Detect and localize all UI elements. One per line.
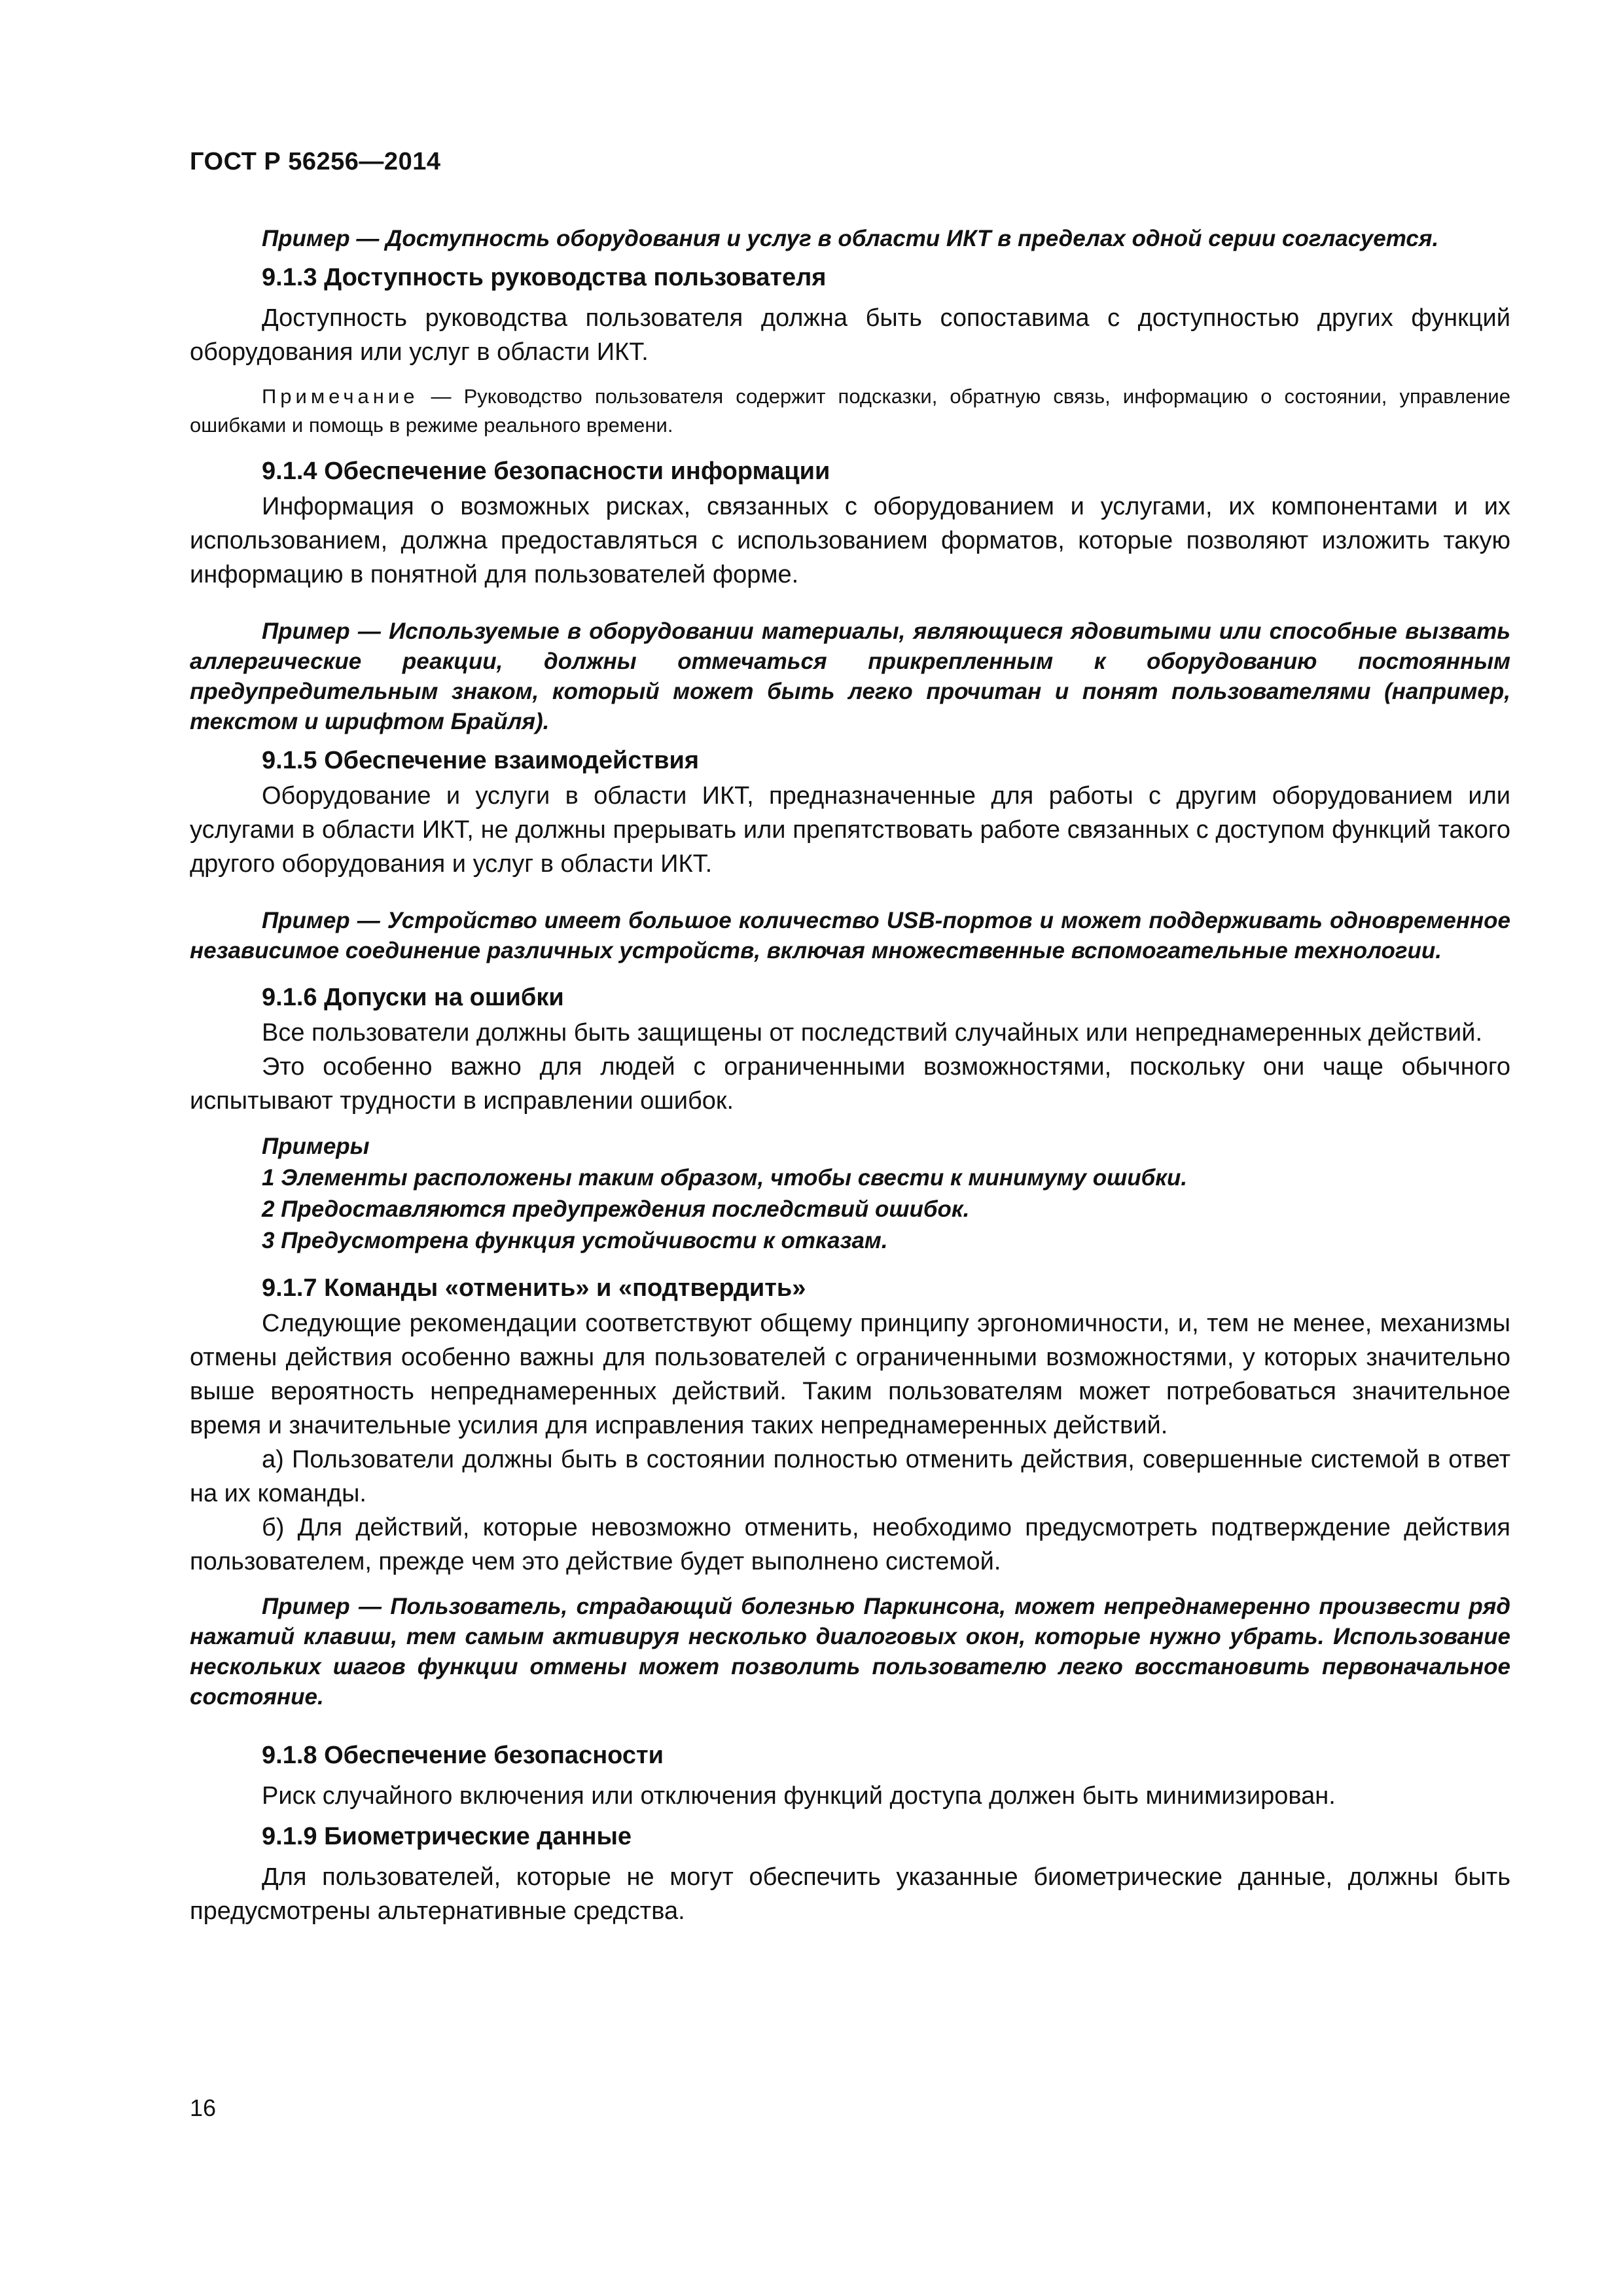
list-item: 2 Предоставляются предупреждения последствий ошибок. (262, 1196, 970, 1222)
heading-9-1-3: 9.1.3 Доступность руководства пользователя (262, 264, 827, 291)
example-9-1-7: Пример — Пользователь, страдающий болезнью Паркинсона, может непреднамеренно произвести ряд нажатий клавиш, тем самым активируя несколько диалоговых окон, которые нужно убрать. Использование нескольких шагов функции отмены может позволить пользователю легко восстановить первоначальное состояние. (190, 1594, 1510, 1710)
document-body (190, 224, 1510, 1928)
example-9-1-5: Пример — Устройство имеет большое количество USB-портов и может поддерживать одновременное независимое соединение различных устройств, включая множественные вспомогательные технологии. (190, 908, 1510, 963)
document-code: ГОСТ Р 56256—2014 (190, 148, 441, 175)
list-item: 1 Элементы расположены таким образом, чтобы свести к минимуму ошибки. (262, 1165, 1188, 1191)
paragraph-9-1-3: Доступность руководства пользователя должна быть сопоставима с доступностью других функций оборудования или услуг в области ИКТ. (190, 304, 1510, 366)
list-item: 3 Предусмотрена функция устойчивости к отказам. (262, 1228, 888, 1253)
note-text: — Руководство пользователя содержит подсказки, обратную связь, информацию о состоянии, управление ошибками и помощь в режиме реального времени. (190, 385, 1510, 437)
heading-9-1-4: 9.1.4 Обеспечение безопасности информации (262, 457, 830, 485)
page-number: 16 (190, 2094, 217, 2121)
heading-9-1-6: 9.1.6 Допуски на ошибки (262, 984, 564, 1011)
paragraph-9-1-8: Риск случайного включения или отключения функций доступа должен быть минимизирован. (262, 1782, 1336, 1810)
heading-9-1-7: 9.1.7 Команды «отменить» и «подтвердить» (262, 1274, 806, 1302)
paragraph-9-1-7: Следующие рекомендации соответствуют общему принципу эргономичности, и, тем не менее, механизмы отмены действия особенно важны для пользователей с ограниченными возможностями, у которых значительно выше вероятность непреднамеренных действий. Таким пользователям может потребоваться значительное время и значительные усилия для исправления таких непреднамеренных действий. (190, 1310, 1510, 1439)
example-9-1-2: Пример — Доступность оборудования и услуг в области ИКТ в пределах одной серии согласуется. (262, 226, 1439, 251)
heading-9-1-8: 9.1.8 Обеспечение безопасности (262, 1742, 664, 1769)
heading-9-1-9: 9.1.9 Биометрические данные (262, 1823, 632, 1850)
paragraph-9-1-6-a: Все пользователи должны быть защищены от последствий случайных или непреднамеренных действий. (262, 1019, 1483, 1047)
examples-label: Примеры (262, 1134, 370, 1159)
heading-9-1-5: 9.1.5 Обеспечение взаимодействия (262, 747, 700, 774)
list-item-a: а) Пользователи должны быть в состоянии полностью отменить действия, совершенные системой в ответ на их команды. (190, 1446, 1510, 1507)
note-9-1-3 (190, 382, 1510, 440)
note-label: Примечание (262, 385, 419, 408)
example-9-1-4: Пример — Используемые в оборудовании материалы, являющиеся ядовитыми или способные вызвать аллергические реакции, должны отмечаться прикрепленным к оборудованию постоянным предупредительным знаком, который может быть легко прочитан и понят пользователями (например, текстом и шрифтом Брайля). (190, 619, 1510, 734)
list-item-b: б) Для действий, которые невозможно отменить, необходимо предусмотреть подтверждение действия пользователем, прежде чем это действие будет выполнено системой. (190, 1514, 1510, 1575)
examples-list-9-1-6 (190, 1131, 1510, 1257)
paragraph-9-1-9: Для пользователей, которые не могут обеспечить указанные биометрические данные, должны быть предусмотрены альтернативные средства. (190, 1863, 1510, 1925)
document-page (190, 0, 1510, 2296)
paragraph-9-1-6-b: Это особенно важно для людей с ограниченными возможностями, поскольку они чаще обычного испытывают трудности в исправлении ошибок. (190, 1053, 1510, 1115)
paragraph-9-1-5: Оборудование и услуги в области ИКТ, предназначенные для работы с другим оборудованием или услугами в области ИКТ, не должны прерывать или препятствовать работе связанных с доступом функций такого другого оборудования и услуг в области ИКТ. (190, 782, 1510, 878)
paragraph-9-1-4: Информация о возможных рисках, связанных с оборудованием и услугами, их компонентами и их использованием, должна предоставляться с использованием форматов, которые позволяют изложить такую информацию в понятной для пользователей форме. (190, 493, 1510, 588)
